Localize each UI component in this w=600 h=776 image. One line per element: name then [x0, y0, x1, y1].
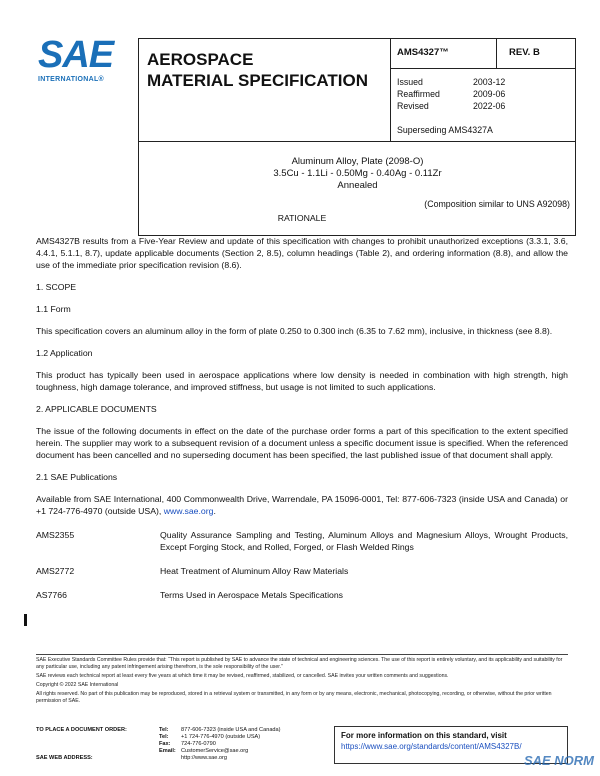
change-bar [24, 614, 27, 626]
contact-label: TO PLACE A DOCUMENT ORDER: [36, 727, 127, 733]
contact-email[interactable]: CustomerService@sae.org [181, 748, 249, 754]
rationale-heading: RATIONALE [277, 213, 327, 223]
spec-type-title [139, 39, 391, 141]
material-line-2: 3.5Cu - 1.1Li - 0.50Mg - 0.40Ag - 0.11Zr [273, 168, 442, 179]
reference-title: Heat Treatment of Aluminum Alloy Raw Materials [160, 566, 349, 576]
reaffirmed-value: 2009-06 [473, 89, 506, 99]
reference-code: AMS2355 [36, 530, 75, 540]
contact-type: Fax: [159, 741, 171, 747]
section-2-heading: 2. APPLICABLE DOCUMENTS [36, 404, 157, 414]
rationale-text: AMS4327B results from a Five-Year Review and update of this specification with changes to prohibit unauthorized exceptions (3.3.1, 3.6, 4.4.1, 5.1.1, 8.7), update applicable documents (Section 2, 8.5), column headings (Table 2), and ordering information (8.8), and allow the use of the immediate prior specification revision (8.6). [36, 236, 568, 270]
document-body [36, 212, 568, 601]
reference-code: AMS2772 [36, 566, 75, 576]
section-2-1-heading: 2.1 SAE Publications [36, 472, 118, 482]
more-info-heading: For more information on this standard, visit [341, 731, 507, 740]
reference-title: Quality Assurance Sampling and Testing, Aluminum Alloys and Magnesium Alloys, Wrought Products, Except Forging Stock, and Rolled, Forged, or Flash Welded Rings [160, 530, 568, 552]
reference-code: AS7766 [36, 590, 67, 600]
issued-value: 2003-12 [473, 77, 506, 87]
issued-label: Issued [397, 77, 423, 87]
revision-label: REV. B [497, 39, 576, 69]
contact-block [36, 727, 336, 762]
section-1-1-heading: 1.1 Form [36, 304, 71, 314]
logo-mark: SAE [38, 34, 114, 76]
revised-value: 2022-06 [473, 101, 506, 111]
revised-label: Revised [397, 101, 429, 111]
reference-row [36, 565, 568, 577]
material-line-1: Aluminum Alloy, Plate (2098-O) [291, 156, 424, 167]
rights-notice: All rights reserved. No part of this publication may be reproduced, stored in a retrieval system or transmitted, in any form or by any means, electronic, mechanical, photocopying, recording, or otherwise, without the prior written permission of SAE. [36, 691, 552, 704]
contact-label: SAE WEB ADDRESS: [36, 755, 93, 761]
composition-note: (Composition similar to UNS A92098) [424, 199, 570, 209]
sae-website-link[interactable]: www.sae.org [163, 506, 214, 516]
footer-notice-2: SAE reviews each technical report at least every five years at which time it may be revised, reaffirmed, stabilized, or cancelled. SAE invites your written comments and suggestions. [36, 673, 449, 679]
contact-type: Tel: [159, 734, 169, 740]
reference-title: Terms Used in Aerospace Metals Specifications [160, 590, 343, 600]
document-id: AMS4327™ [391, 39, 497, 69]
contact-label [36, 741, 159, 748]
contact-value: +1 724-776-4970 (outside USA) [181, 734, 261, 740]
watermark-logo: SAE NORM [523, 753, 594, 768]
date-block [391, 69, 576, 141]
contact-type [159, 755, 181, 762]
footer-notice-1: SAE Executive Standards Committee Rules provide that: “This report is published by SAE to advance the state of technical and engineering sciences. The use of this report is entirely voluntary, and its applicability and suitability for any particular use, including any patent infringement arising therefrom, is the sole responsibility of the user.” [36, 657, 563, 670]
period: . [213, 506, 216, 516]
section-2-1-text [36, 493, 568, 517]
section-1-1-text: This specification covers an aluminum alloy in the form of plate 0.250 to 0.300 inch (6.35 to 7.62 mm), inclusive, in thickness (see 8.8). [36, 326, 553, 336]
sae-address-text: Available from SAE International, 400 Commonwealth Drive, Warrendale, PA 15096-0001, Tel: 877-606-7323 (inside USA and Canada) or +1 724-776-4970 (outside USA), [36, 494, 568, 516]
contact-value: 877-606-7323 (inside USA and Canada) [181, 727, 281, 733]
contact-type: Tel: [159, 727, 169, 733]
standard-url-link[interactable]: https://www.sae.org/standards/content/AMS4327B/ [341, 742, 522, 751]
contact-type: Email: [159, 748, 176, 754]
footer-notices [36, 657, 568, 707]
logo-text: INTERNATIONAL® [38, 76, 105, 83]
web-address-link[interactable]: http://www.sae.org [181, 755, 228, 761]
copyright: Copyright © 2022 SAE International [36, 682, 119, 688]
reference-row [36, 589, 568, 601]
section-1-heading: 1. SCOPE [36, 282, 77, 292]
contact-label [36, 748, 159, 755]
spec-header-box [138, 38, 576, 236]
superseding-note: Superseding AMS4327A [397, 125, 493, 135]
section-1-2-heading: 1.2 Application [36, 348, 93, 358]
section-2-text: The issue of the following documents in effect on the date of the purchase order forms a part of this specification to the extent specified herein. The supplier may work to a subsequent revision of a document unless a specific document issue is specified. When the referenced document has been cancelled and no superseding document has been specified, the last published issue of that document shall apply. [36, 426, 568, 460]
reference-row [36, 529, 568, 553]
title-line-2: MATERIAL SPECIFICATION [147, 71, 368, 90]
contact-value: 724-776-0790 [181, 741, 216, 747]
footer-divider [36, 654, 568, 655]
material-line-3: Annealed [337, 180, 378, 191]
contact-label [36, 734, 159, 741]
title-line-1: AEROSPACE [147, 50, 254, 69]
sae-logo [38, 36, 118, 83]
reaffirmed-label: Reaffirmed [397, 89, 440, 99]
section-1-2-text: This product has typically been used in aerospace applications where low density is needed in combination with high strength, high toughness, high damage tolerance, and improved stiffness, but usage is not limited to such applications. [36, 370, 568, 392]
